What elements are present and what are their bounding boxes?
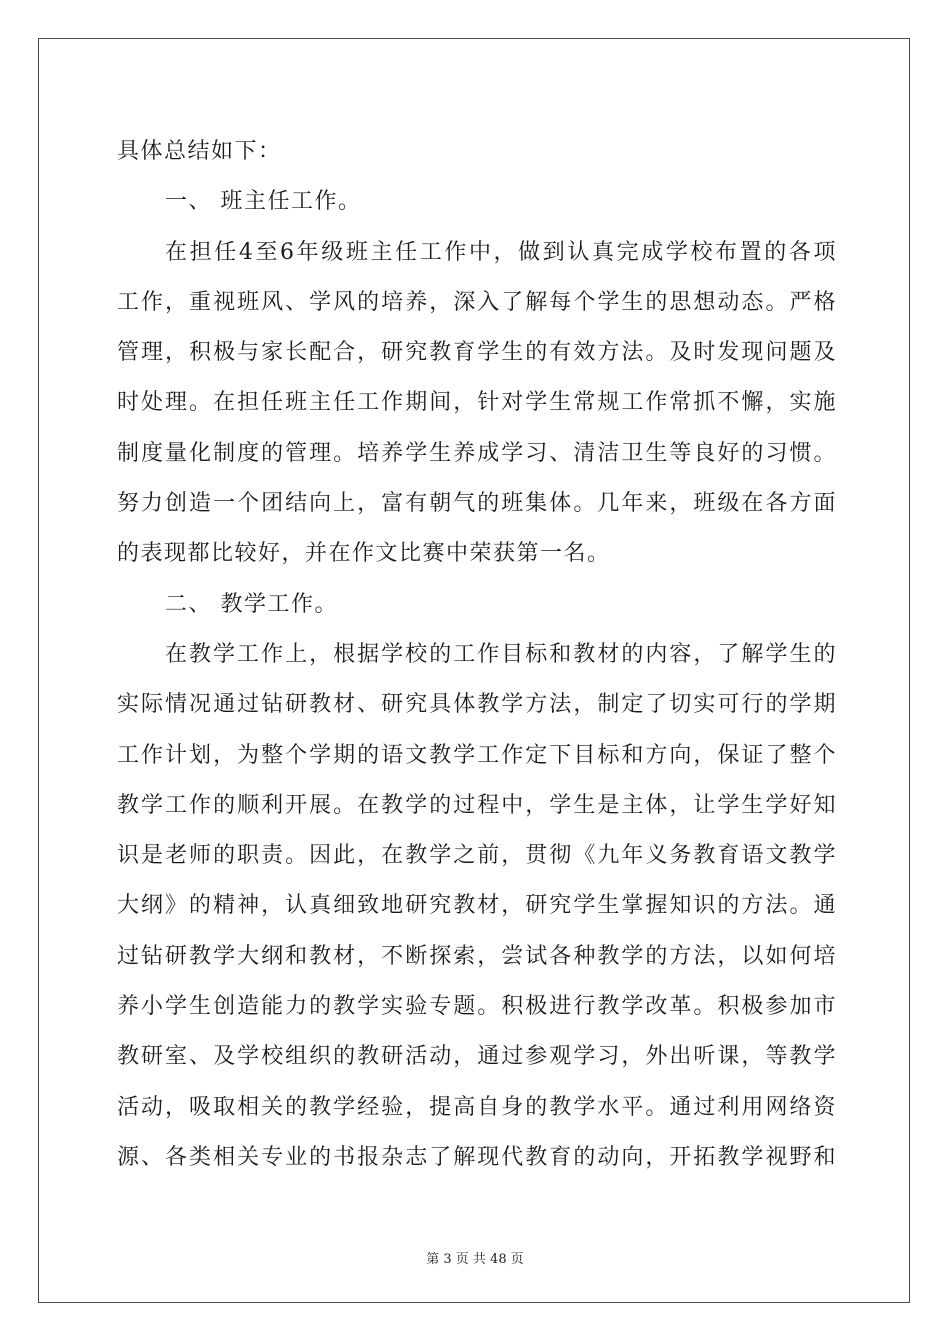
paragraph-line: 努力创造一个团结向上，富有朝气的班集体。几年来，班级在各方面 [117,491,837,517]
paragraph-line: 大纲》的精神，认真细致地研究教材，研究学生掌握知识的方法。通 [117,893,837,919]
paragraph-line: 教研室、及学校组织的教研活动，通过参观学习，外出听课，等教学 [117,1044,837,1070]
paragraph-line: 教学工作的顺利开展。在教学的过程中，学生是主体，让学生学好知 [117,792,837,818]
paragraph-line: 时处理。在担任班主任工作期间，针对学生常规工作常抓不懈，实施 [117,390,837,416]
paragraph-line: 的表现都比较好，并在作文比赛中荣获第一名。 [117,541,611,567]
paragraph-line: 制度量化制度的管理。培养学生养成学习、清洁卫生等良好的习惯。 [117,440,837,466]
page-number-footer: 第 3 页 共 48 页 [426,1252,524,1267]
paragraph-line: 活动，吸取相关的教学经验，提高自身的教学水平。通过利用网络资 [117,1094,837,1120]
paragraph-line: 过钻研教学大纲和教材，不断探索，尝试各种教学的方法，以如何培 [117,943,837,969]
paragraph-line: 管理，积极与家长配合，研究教育学生的有效方法。及时发现问题及 [117,340,837,366]
section-heading-2: 二、 教学工作。 [165,591,338,617]
paragraph-line: 养小学生创造能力的教学实验专题。积极进行教学改革。积极参加市 [117,994,837,1020]
section-heading-1: 一、 班主任工作。 [165,189,362,215]
document-body [117,127,837,1183]
paragraph-line: 工作计划，为整个学期的语文教学工作定下目标和方向，保证了整个 [117,742,837,768]
paragraph-line: 在教学工作上，根据学校的工作目标和教材的内容，了解学生的 [165,641,837,667]
paragraph-line: 工作，重视班风、学风的培养，深入了解每个学生的思想动态。严格 [117,289,837,315]
intro-line: 具体总结如下： [117,139,282,164]
paragraph-line: 在担任4至6年级班主任工作中，做到认真完成学校布置的各项 [165,239,837,265]
paragraph-line: 实际情况通过钻研教材、研究具体教学方法，制定了切实可行的学期 [117,692,837,718]
paragraph-line: 源、各类相关专业的书报杂志了解现代教育的动向，开拓教学视野和 [117,1144,837,1170]
paragraph-line: 识是老师的职责。因此，在教学之前，贯彻《九年义务教育语文教学 [117,843,837,869]
